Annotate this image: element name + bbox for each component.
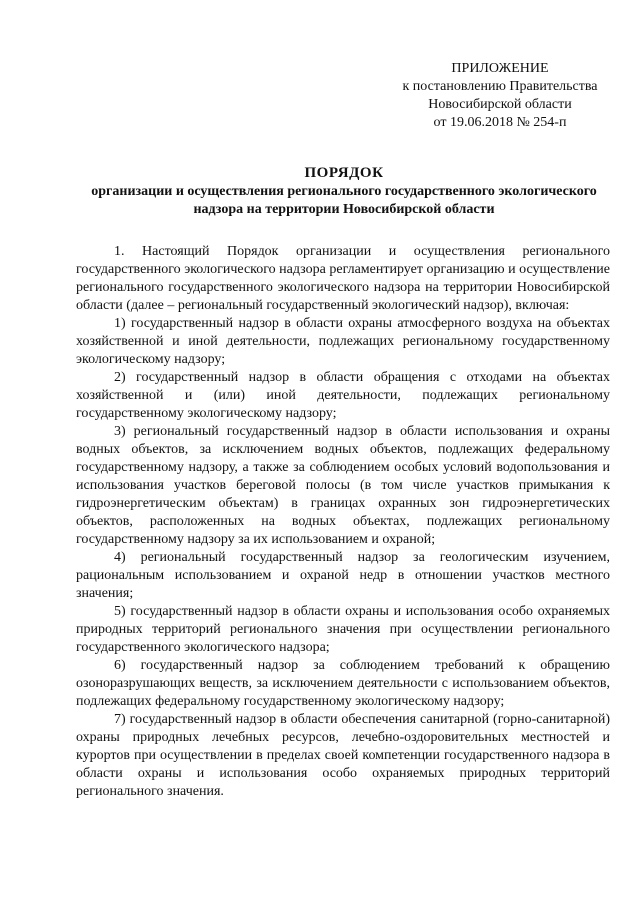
appendix-header (380, 60, 620, 132)
paragraph-1-intro: 1. Настоящий Порядок организации и осуществления регионального государственного экологического надзора регламентирует организацию и осуществление регионального государственного экологического надзора на территории Новосибирской области (далее – региональный государственный экологический надзор), включая: (76, 244, 610, 313)
appendix-date-number-line: от 19.06.2018 № 254-п (433, 115, 567, 130)
appendix-resolution-line: к постановлению Правительства (402, 79, 598, 94)
appendix-region-line: Новосибирской области (428, 97, 572, 112)
paragraph-item-2: 2) государственный надзор в области обращения с отходами на объектах хозяйственной и (или) иной деятельности, подлежащих региональному государственному экологическому надзору; (76, 370, 610, 421)
paragraph-item-5: 5) государственный надзор в области охраны и использования особо охраняемых природных территорий регионального значения при осуществлении регионального государственного экологического надзора; (76, 604, 610, 655)
document-subtitle: организации и осуществления регионального государственного экологического надзора на территории Новосибирской области (91, 184, 597, 217)
paragraph-item-6: 6) государственный надзор за соблюдением требований к обращению озоноразрушающих веществ, за исключением деятельности с использованием объектов, подлежащих федеральному государственному экологическому надзору; (76, 658, 610, 709)
paragraph-item-4: 4) региональный государственный надзор за геологическим изучением, рациональным использованием и охраной недр в отношении участков местного значения; (76, 550, 610, 601)
paragraph-item-1: 1) государственный надзор в области охраны атмосферного воздуха на объектах хозяйственной и иной деятельности, подлежащих региональному государственному экологическому надзору; (76, 316, 610, 367)
appendix-title: ПРИЛОЖЕНИЕ (451, 61, 549, 76)
document-title-block (70, 163, 618, 219)
paragraph-item-7: 7) государственный надзор в области обеспечения санитарной (горно-санитарной) охраны природных лечебных ресурсов, лечебно-оздоровительных местностей и курортов при осуществлении в пределах своей компетенции государственного надзора в области охраны и использования особо охраняемых природных территорий регионального значения. (76, 712, 610, 799)
document-title: ПОРЯДОК (304, 165, 384, 181)
document-body (76, 243, 610, 801)
paragraph-item-3: 3) региональный государственный надзор в области использования и охраны водных объектов, за исключением водных объектов, подлежащих федеральному государственному надзору, а также за соблюдением особых условий водопользования и использования участков береговой полосы (в том числе участков примыкания к гидроэнергетическим объектам) в границах охранных зон гидроэнергетических объектов, расположенных на водных объектах, подлежащих региональному государственному надзору за их использованием и охраной; (76, 424, 610, 547)
